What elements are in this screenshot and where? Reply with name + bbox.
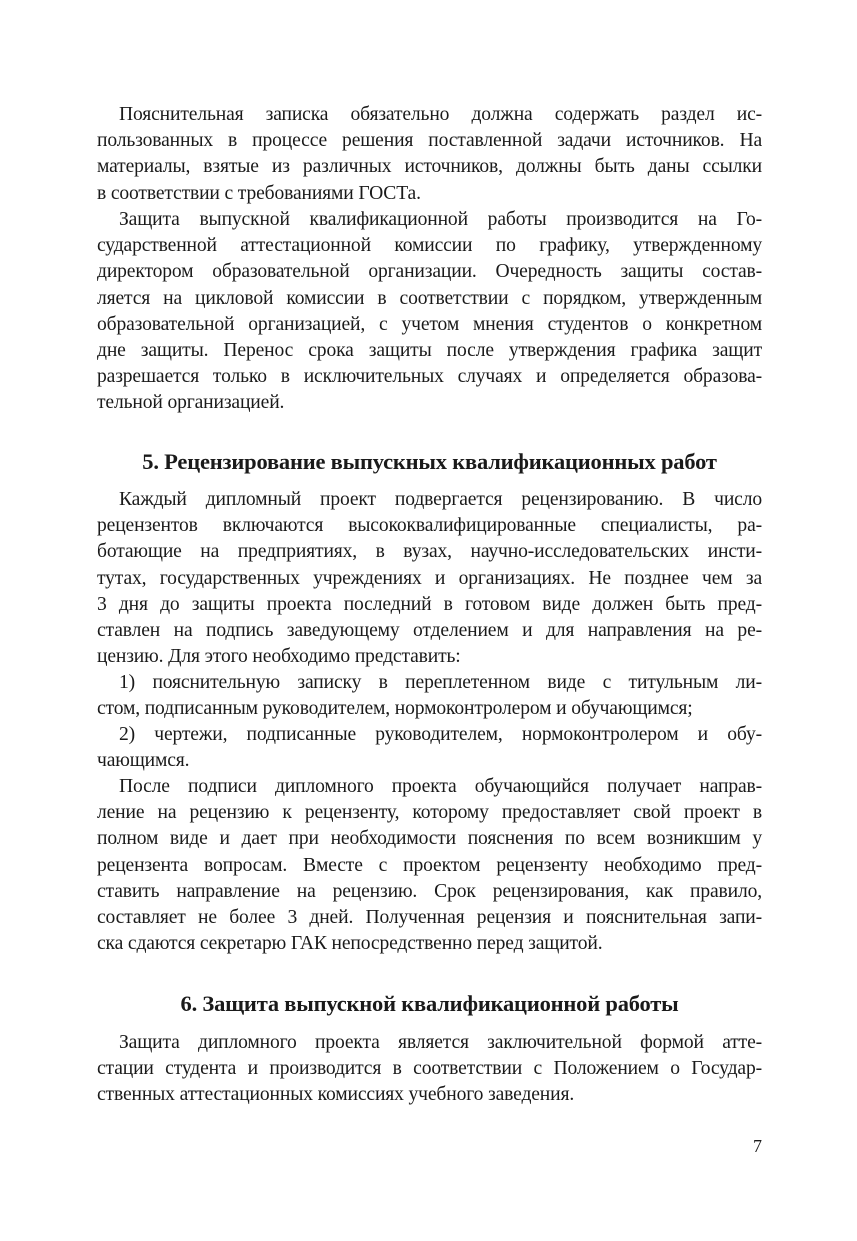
section-heading-6: 6. Защита выпускной квалификационной работы [180,991,679,1016]
section-heading-5: 5. Рецензирование выпускных квалификационных работ [142,449,717,474]
text-line: разрешается только в исключительных случаях и определяется образова- [97,366,762,388]
text-line: пользованных в процессе решения поставленной задачи источников. На [97,130,762,152]
text-line: рецензента вопросам. Вместе с проектом рецензенту необходимо пред- [97,854,762,876]
text-line: тутах, государственных учреждениях и организациях. Не позднее чем за [97,567,762,589]
text-line: ставить направление на рецензию. Срок рецензирования, как правило, [97,880,762,902]
text-line: 3 дня до защиты проекта последний в готовом виде должен быть пред- [97,593,762,615]
text-line: ставлен на подпись заведующему отделением и для направления на ре- [97,619,762,641]
text-line: образовательной организацией, с учетом мнения студентов о конкретном [97,313,762,335]
page-number: 7 [753,1136,762,1156]
text-line: ление на рецензию к рецензенту, которому предоставляет свой проект в [97,802,762,824]
text-line: ляется на цикловой комиссии в соответствии с порядком, утвержденным [97,287,762,309]
text-line: составляет не более 3 дней. Полученная рецензия и пояснительная запи- [97,906,762,928]
text-line: полном виде и дает при необходимости пояснения по всем возникшим у [97,828,762,850]
text-line: директором образовательной организации. Очередность защиты состав- [97,261,762,283]
text-line: 2) чертежи, подписанные руководителем, нормоконтролером и обу- [119,724,762,745]
text-line: тельной организацией. [97,392,285,414]
text-line: ска сдаются секретарю ГАК непосредственно перед защитой. [97,933,603,955]
paragraph-defense [97,1030,762,1109]
text-line: Защита дипломного проекта является заключительной формой атте- [119,1032,762,1053]
text-line: рецензентов включаются высококвалифицированные специалисты, ра- [97,515,762,537]
paragraph-review-process [97,774,762,957]
text-line: ственных аттестационных комиссиях учебного заведения. [97,1084,575,1106]
text-line: После подписи дипломного проекта обучающийся получает направ- [119,776,762,797]
paragraph-review [97,487,762,670]
text-line: дне защиты. Перенос срока защиты после утверждения графика защит [97,339,762,361]
text-line: ботающие на предприятиях, в вузах, научно-исследовательских инсти- [97,541,762,563]
text-line: 1) пояснительную записку в переплетенном виде с титульным ли- [119,672,762,693]
text-line: стации студента и производится в соответствии с Положением о Государ- [97,1058,762,1080]
text-line: в соответствии с требованиями ГОСТа. [97,182,421,204]
text-line: стом, подписанным руководителем, нормоконтролером и обучающимся; [97,698,693,720]
text-line: сударственной аттестационной комиссии по графику, утвержденному [97,235,762,257]
list-item-2 [97,722,762,774]
text-line: Каждый дипломный проект подвергается рецензированию. В число [119,489,762,510]
list-item-1 [97,670,762,722]
text-line: цензию. Для этого необходимо представить: [97,646,461,668]
text-line: Защита выпускной квалификационной работы производится на Го- [119,209,762,230]
paragraph-sources [97,102,762,207]
text-line: Пояснительная записка обязательно должна содержать раздел ис- [119,104,762,125]
text-line: чающимся. [97,750,190,772]
paragraph-defense-schedule [97,207,762,417]
text-line: материалы, взятые из различных источников, должны быть даны ссылки [97,156,762,178]
